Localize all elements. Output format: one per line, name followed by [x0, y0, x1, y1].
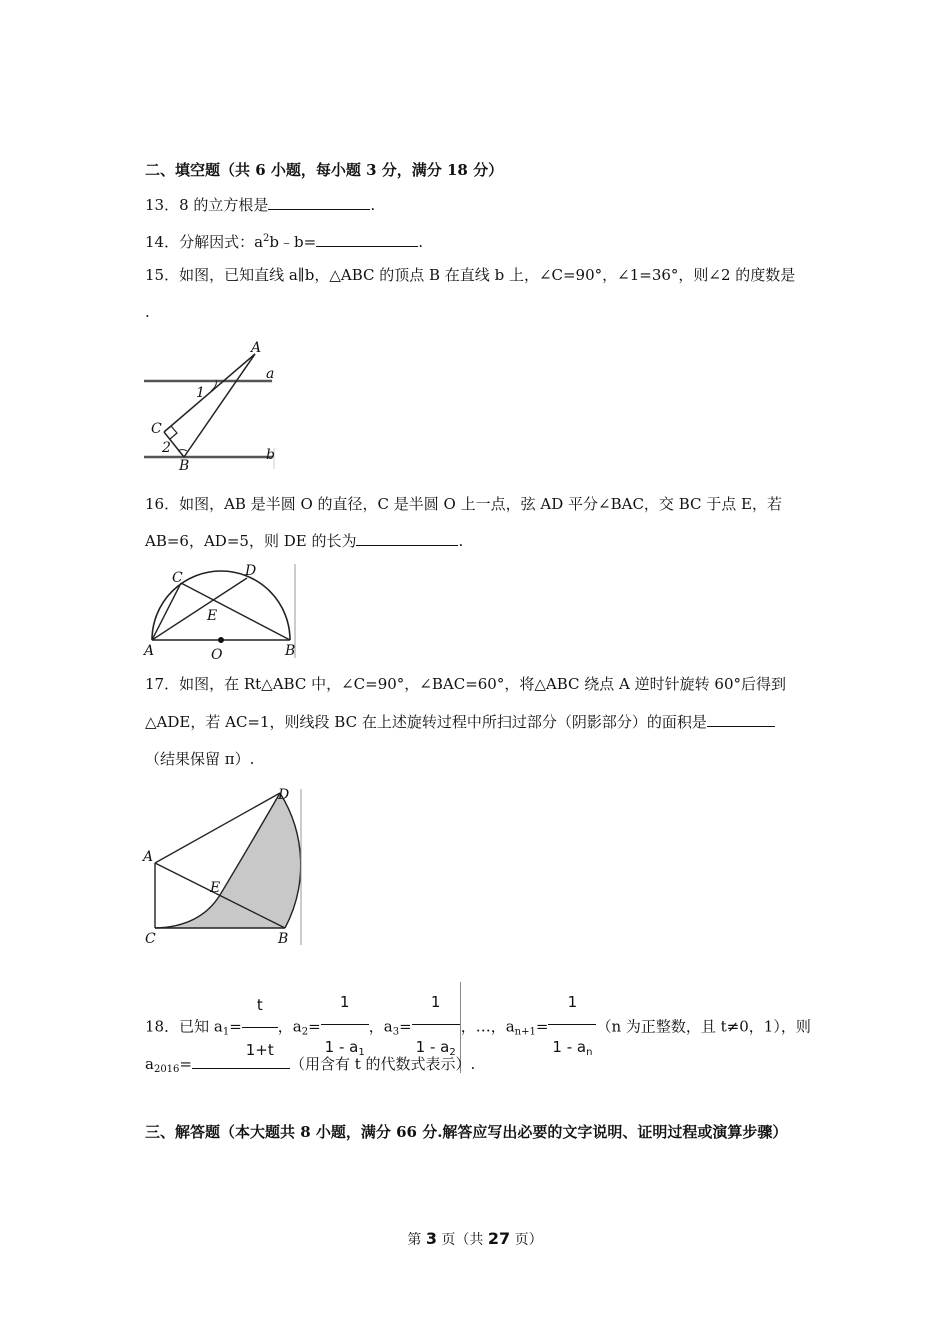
q18-mid: ，…，a	[460, 1017, 515, 1036]
q18-subn1: n+1	[514, 1026, 536, 1038]
q18-prefix: 18．已知 a	[145, 1017, 223, 1036]
q13-text: 13．8 的立方根是	[145, 196, 269, 214]
q13-end: .	[370, 196, 376, 214]
q18-line2-sub: 2016	[153, 1064, 180, 1075]
q13-blank	[268, 195, 370, 210]
q15-label-B: B	[179, 458, 190, 473]
q18-eq3: =	[399, 1017, 412, 1036]
section-2-heading: 二、填空题（共 6 小题，每小题 3 分，满分 18 分）	[145, 161, 504, 179]
q18-eq2: =	[308, 1017, 321, 1036]
q14-sup: 2	[263, 233, 270, 244]
q18-fn-den: 1 - a	[552, 1038, 587, 1056]
footer-page-number: 3	[425, 1229, 437, 1248]
q16-label-D: D	[245, 563, 257, 579]
q14-blank	[316, 232, 418, 247]
q17-label-A: A	[143, 849, 154, 865]
q18-f1-num: t	[242, 985, 278, 1028]
q14-text-b: b﹣b=	[269, 233, 317, 251]
q16-label-C: C	[172, 570, 183, 586]
question-14	[145, 229, 423, 252]
footer-mid: 页（共	[436, 1232, 488, 1248]
q18-line2-tail: （用含有 t 的代数式表示）.	[289, 1055, 476, 1073]
q15-label-2: 2	[162, 440, 171, 456]
question-17-line2	[145, 712, 775, 732]
q16-label-B: B	[285, 643, 296, 659]
question-17-line1: 17．如图，在 Rt△ABC 中，∠C=90°，∠BAC=60°，将△ABC 绕点 A 逆时针旋转 60°后得到	[145, 675, 786, 693]
q18-sub3: 3	[392, 1026, 400, 1038]
q18-fraction-n	[548, 982, 596, 1073]
q17-label-B: B	[278, 931, 289, 947]
q15-label-b: b	[266, 447, 275, 463]
q17-figure	[140, 785, 310, 950]
question-15-line1: 15．如图，已知直线 a∥b，△ABC 的顶点 B 在直线 b 上，∠C=90°，∠1=36°，则∠2 的度数是	[145, 266, 796, 284]
q18-f3-num: 1	[412, 982, 460, 1025]
q16-figure	[140, 562, 300, 662]
q16-line2-text: AB=6，AD=5，则 DE 的长为	[145, 532, 357, 550]
q14-text-a: 14．分解因式：a	[145, 233, 264, 251]
q17-label-E: E	[210, 880, 221, 896]
q18-a2: ，a	[277, 1017, 302, 1036]
q18-fn-den-sub: n	[586, 1047, 593, 1058]
question-16-line1: 16．如图，AB 是半圆 O 的直径，C 是半圆 O 上一点，弦 AD 平分∠BAC，交 BC 于点 E，若	[145, 495, 782, 513]
q18-sub1: 1	[222, 1026, 230, 1038]
footer-pre: 第	[407, 1232, 426, 1248]
q18-f3-den-sub: 2	[449, 1047, 456, 1058]
q15-figure	[140, 338, 285, 473]
footer-post: 页）	[510, 1232, 543, 1248]
q15-label-A: A	[251, 340, 262, 356]
q18-eq1: =	[229, 1017, 242, 1036]
q16-end: .	[458, 532, 464, 550]
q16-label-A: A	[144, 643, 155, 659]
page-footer	[0, 1229, 950, 1249]
footer-total-pages: 27	[487, 1229, 511, 1248]
q16-label-O: O	[211, 647, 223, 662]
q18-f1-den: 1+t	[245, 1041, 274, 1059]
question-13	[145, 195, 375, 215]
q18-sub2: 2	[301, 1026, 309, 1038]
q17-blank	[707, 712, 775, 727]
q18-f2-num: 1	[321, 982, 369, 1025]
q18-f3-den: 1 - a	[415, 1038, 450, 1056]
q18-a3: ，a	[368, 1017, 393, 1036]
q18-eq4: =	[535, 1017, 549, 1036]
q17-line2-text: △ADE，若 AC=1，则线段 BC 在上述旋转过程中所扫过部分（阴影部分）的面积是	[145, 713, 707, 731]
q14-end: .	[418, 233, 423, 251]
q16-label-E: E	[207, 608, 218, 624]
q17-label-D: D	[278, 787, 290, 803]
question-15-line2: .	[145, 303, 150, 321]
q18-fn-num: 1	[548, 982, 596, 1025]
question-16-line2	[145, 531, 463, 551]
q18-tail: （n 为正整数，且 t≠0，1），则	[596, 1017, 811, 1036]
q18-f2-den: 1 - a	[324, 1038, 359, 1056]
q15-label-C: C	[151, 421, 162, 437]
q18-f2-den-sub: 1	[358, 1047, 365, 1058]
q18-line2-a: a	[145, 1055, 154, 1073]
q18-line2-eq: =	[179, 1055, 192, 1073]
q15-label-1: 1	[196, 385, 205, 401]
q18-blank	[192, 1054, 290, 1069]
q16-blank	[356, 531, 458, 546]
question-18-line2	[145, 1054, 475, 1080]
question-17-line3: （结果保留 π）.	[145, 750, 255, 768]
section-3-heading: 三、解答题（本大题共 8 小题，满分 66 分.解答应写出必要的文字说明、证明过程或演算步骤）	[145, 1123, 788, 1141]
q15-label-a: a	[266, 366, 275, 382]
q17-label-C: C	[145, 931, 156, 947]
